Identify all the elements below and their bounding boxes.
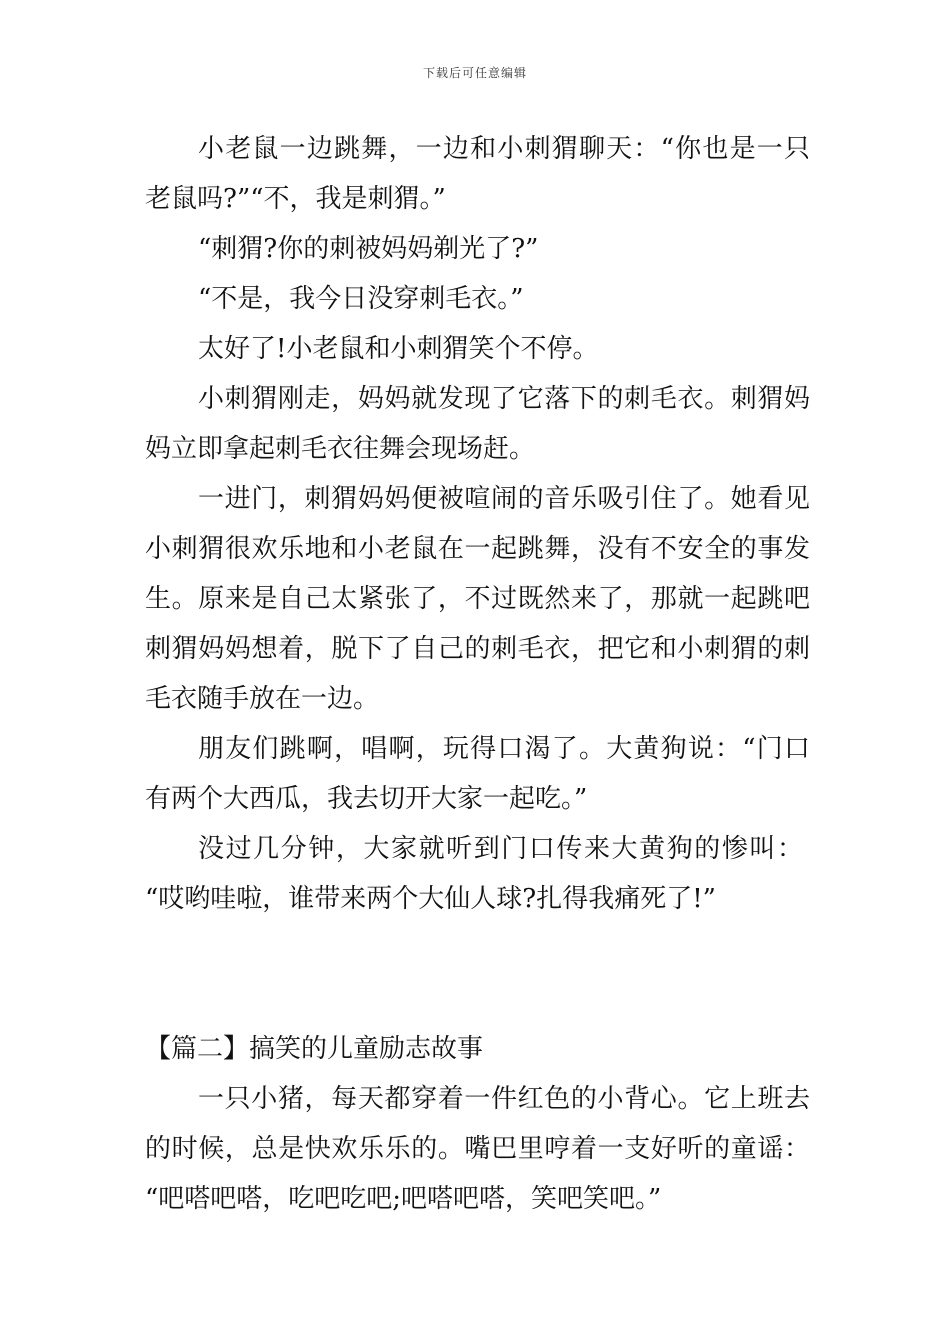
- paragraph-line: “刺猬?你的刺被妈妈剃光了?”: [198, 234, 539, 264]
- section-title: 【篇二】搞笑的儿童励志故事: [145, 1034, 484, 1064]
- paragraph-line: 没过几分钟，大家就听到门口传来大黄狗的惨叫：: [198, 834, 803, 864]
- paragraph-line: 妈立即拿起刺毛衣往舞会现场赶。: [145, 434, 536, 464]
- paragraph-line: 毛衣随手放在一边。: [145, 684, 380, 714]
- paragraph-line: 有两个大西瓜，我去切开大家一起吃。”: [145, 784, 588, 814]
- paragraph-line: 太好了!小老鼠和小刺猬笑个不停。: [198, 334, 599, 364]
- paragraph-line: 小刺猬很欢乐地和小老鼠在一起跳舞，没有不安全的事发: [145, 534, 810, 564]
- paragraph-line: 老鼠吗?”“不，我是刺猬。”: [145, 184, 446, 214]
- paragraph-line: 一只小猪，每天都穿着一件红色的小背心。它上班去: [198, 1084, 810, 1114]
- paragraph-line: 生。原来是自己太紧张了，不过既然来了，那就一起跳吧: [145, 584, 810, 614]
- paragraph-line: 刺猬妈妈想着，脱下了自己的刺毛衣，把它和小刺猬的刺: [145, 634, 810, 664]
- paragraph-line: “哎哟哇啦，谁带来两个大仙人球?扎得我痛死了!”: [145, 884, 716, 914]
- paragraph-line: 的时候，总是快欢乐乐的。嘴巴里哼着一支好听的童谣：: [145, 1134, 810, 1164]
- paragraph-line: 一进门，刺猬妈妈便被喧闹的音乐吸引住了。她看见: [198, 484, 810, 514]
- paragraph-line: 朋友们跳啊，唱啊，玩得口渴了。大黄狗说：“门口: [198, 734, 810, 764]
- paragraph-line: “不是，我今日没穿刺毛衣。”: [198, 284, 524, 314]
- page-header: 下载后可任意编辑: [422, 66, 527, 80]
- paragraph-line: 小老鼠一边跳舞，一边和小刺猬聊天：“你也是一只: [198, 134, 810, 164]
- paragraph-line: 小刺猬刚走，妈妈就发现了它落下的刺毛衣。刺猬妈: [198, 384, 810, 414]
- paragraph-line: “吧嗒吧嗒，吃吧吃吧;吧嗒吧嗒，笑吧笑吧。”: [145, 1184, 662, 1214]
